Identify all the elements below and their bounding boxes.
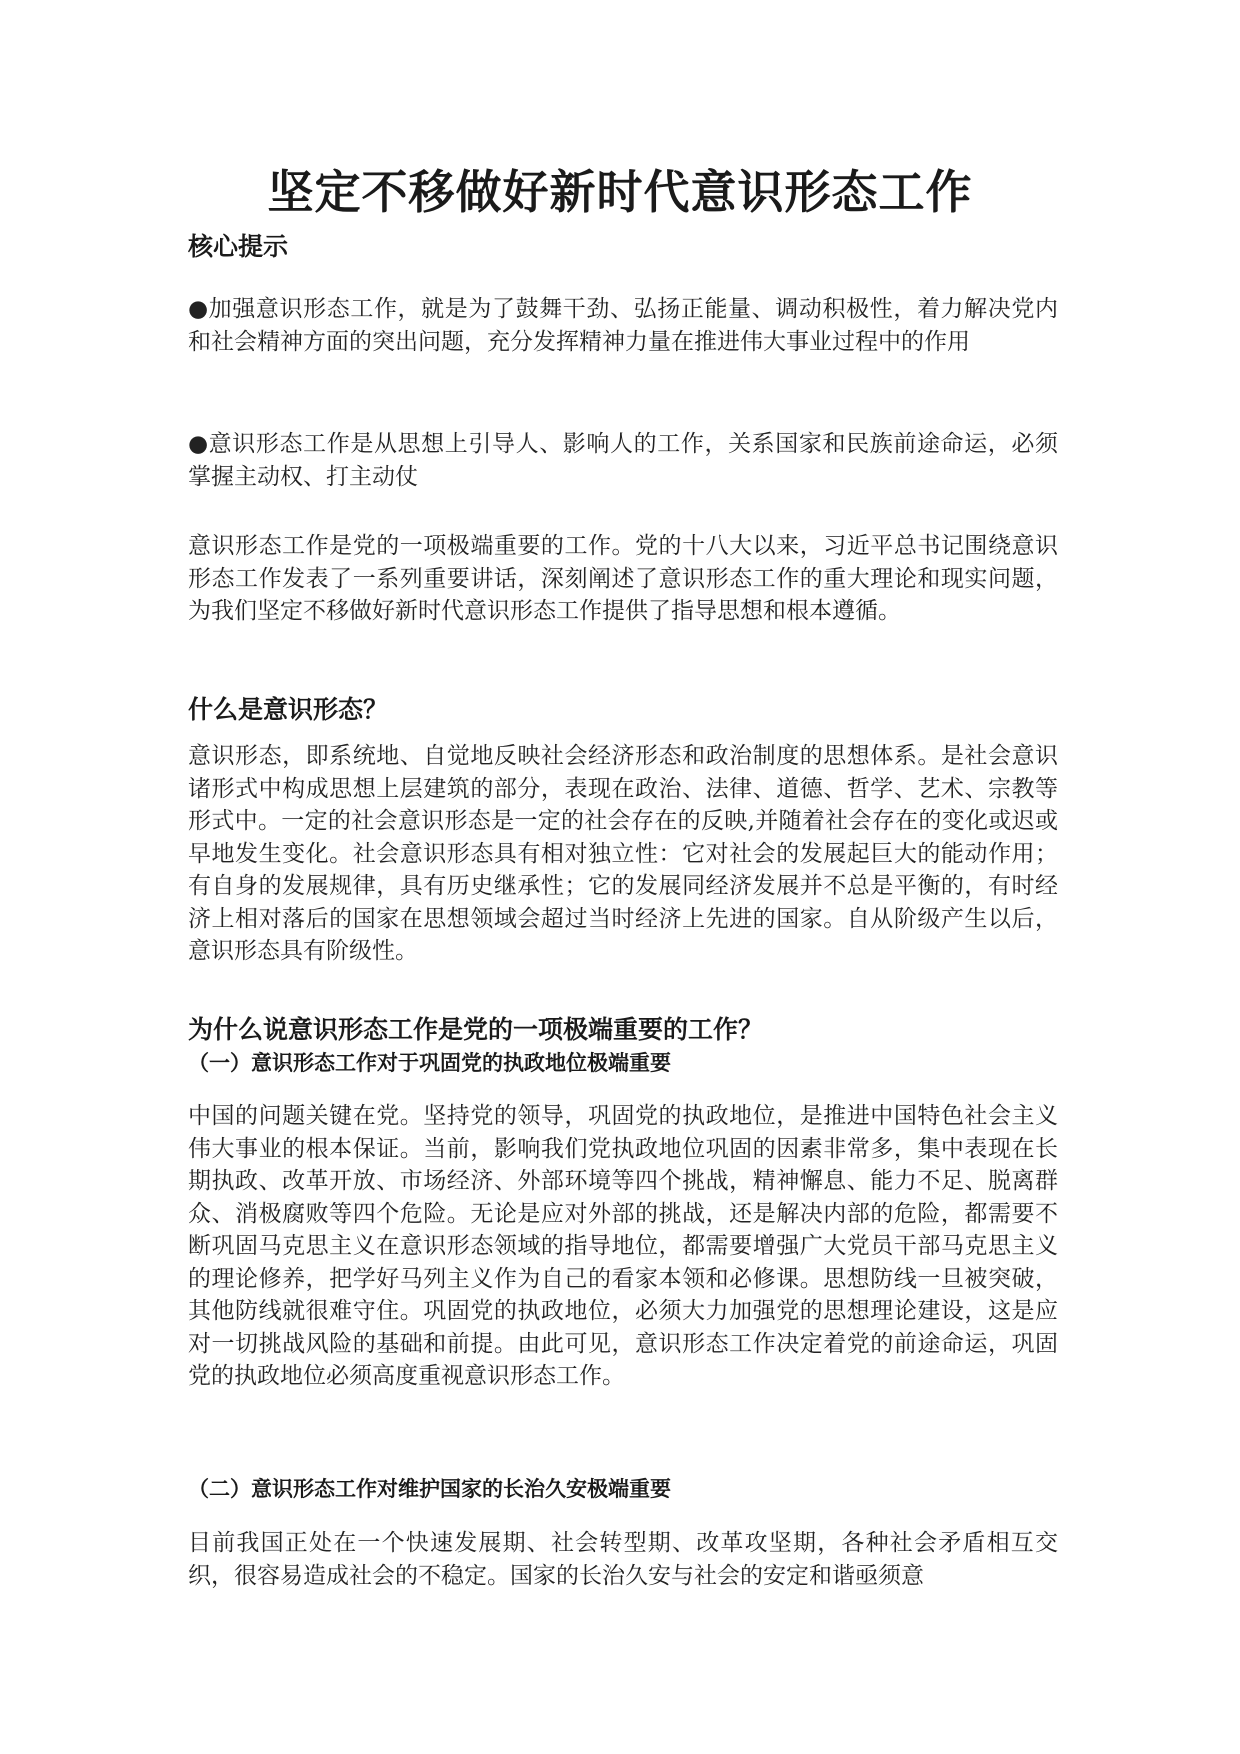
paragraph-long-term-stability: 目前我国正处在一个快速发展期、社会转型期、改革攻坚期，各种社会矛盾相互交织，很容易造成社会的不稳定。国家的长治久安与社会的安定和谐亟须意	[188, 1530, 1058, 1589]
subheading-long-term-stability: （二）意识形态工作对维护国家的长治久安极端重要	[188, 1477, 671, 1501]
bullet-point-2: ●意识形态工作是从思想上引导人、影响人的工作，关系国家和民族前途命运，必须掌握主动权、打主动仗	[188, 431, 1058, 490]
heading-what-is-ideology: 什么是意识形态？	[188, 695, 389, 724]
heading-why-important: 为什么说意识形态工作是党的一项极端重要的工作？	[188, 1015, 764, 1044]
paragraph-ruling-position: 中国的问题关键在党。坚持党的领导，巩固党的执政地位，是推进中国特色社会主义伟大事业的根本保证。当前，影响我们党执政地位巩固的因素非常多，集中表现在长期执政、改革开放、市场经济、外部环境等四个挑战，精神懈息、能力不足、脱离群众、消极腐败等四个危险。无论是应对外部的挑战，还是解决内部的危险，都需要不断巩固马克思主义在意识形态领域的指导地位，都需要增强广大党员干部马克思主义的理论修养，把学好马列主义作为自己的看家本领和必修课。思想防线一旦被突破，其他防线就很难守住。巩固党的执政地位，必须大力加强党的思想理论建设，这是应对一切挑战风险的基础和前提。由此可见，意识形态工作决定着党的前途命运，巩固党的执政地位必须高度重视意识形态工作。	[188, 1103, 1058, 1389]
paragraph-what-is-ideology: 意识形态，即系统地、自觉地反映社会经济形态和政治制度的思想体系。是社会意识诸形式中构成思想上层建筑的部分，表现在政治、法律、道德、哲学、艺术、宗教等形式中。一定的社会意识形态是一定的社会存在的反映,并随着社会存在的变化或迟或早地发生变化。社会意识形态具有相对独立性：它对社会的发展起巨大的能动作用；有自身的发展规律，具有历史继承性；它的发展同经济发展并不总是平衡的，有时经济上相对落后的国家在思想领域会超过当时经济上先进的国家。自从阶级产生以后，意识形态具有阶级性。	[188, 743, 1058, 964]
bullet-point-1: ●加强意识形态工作，就是为了鼓舞干劲、弘扬正能量、调动积极性，着力解决党内和社会精神方面的突出问题，充分发挥精神力量在推进伟大事业过程中的作用	[188, 296, 1058, 355]
heading-core-tips: 核心提示	[188, 232, 289, 261]
document-title: 坚定不移做好新时代意识形态工作	[267, 165, 973, 219]
intro-paragraph: 意识形态工作是党的一项极端重要的工作。党的十八大以来，习近平总书记围绕意识形态工作发表了一系列重要讲话，深刻阐述了意识形态工作的重大理论和现实问题，为我们坚定不移做好新时代意识形态工作提供了指导思想和根本遵循。	[188, 533, 1058, 624]
subheading-ruling-position: （一）意识形态工作对于巩固党的执政地位极端重要	[188, 1051, 671, 1075]
